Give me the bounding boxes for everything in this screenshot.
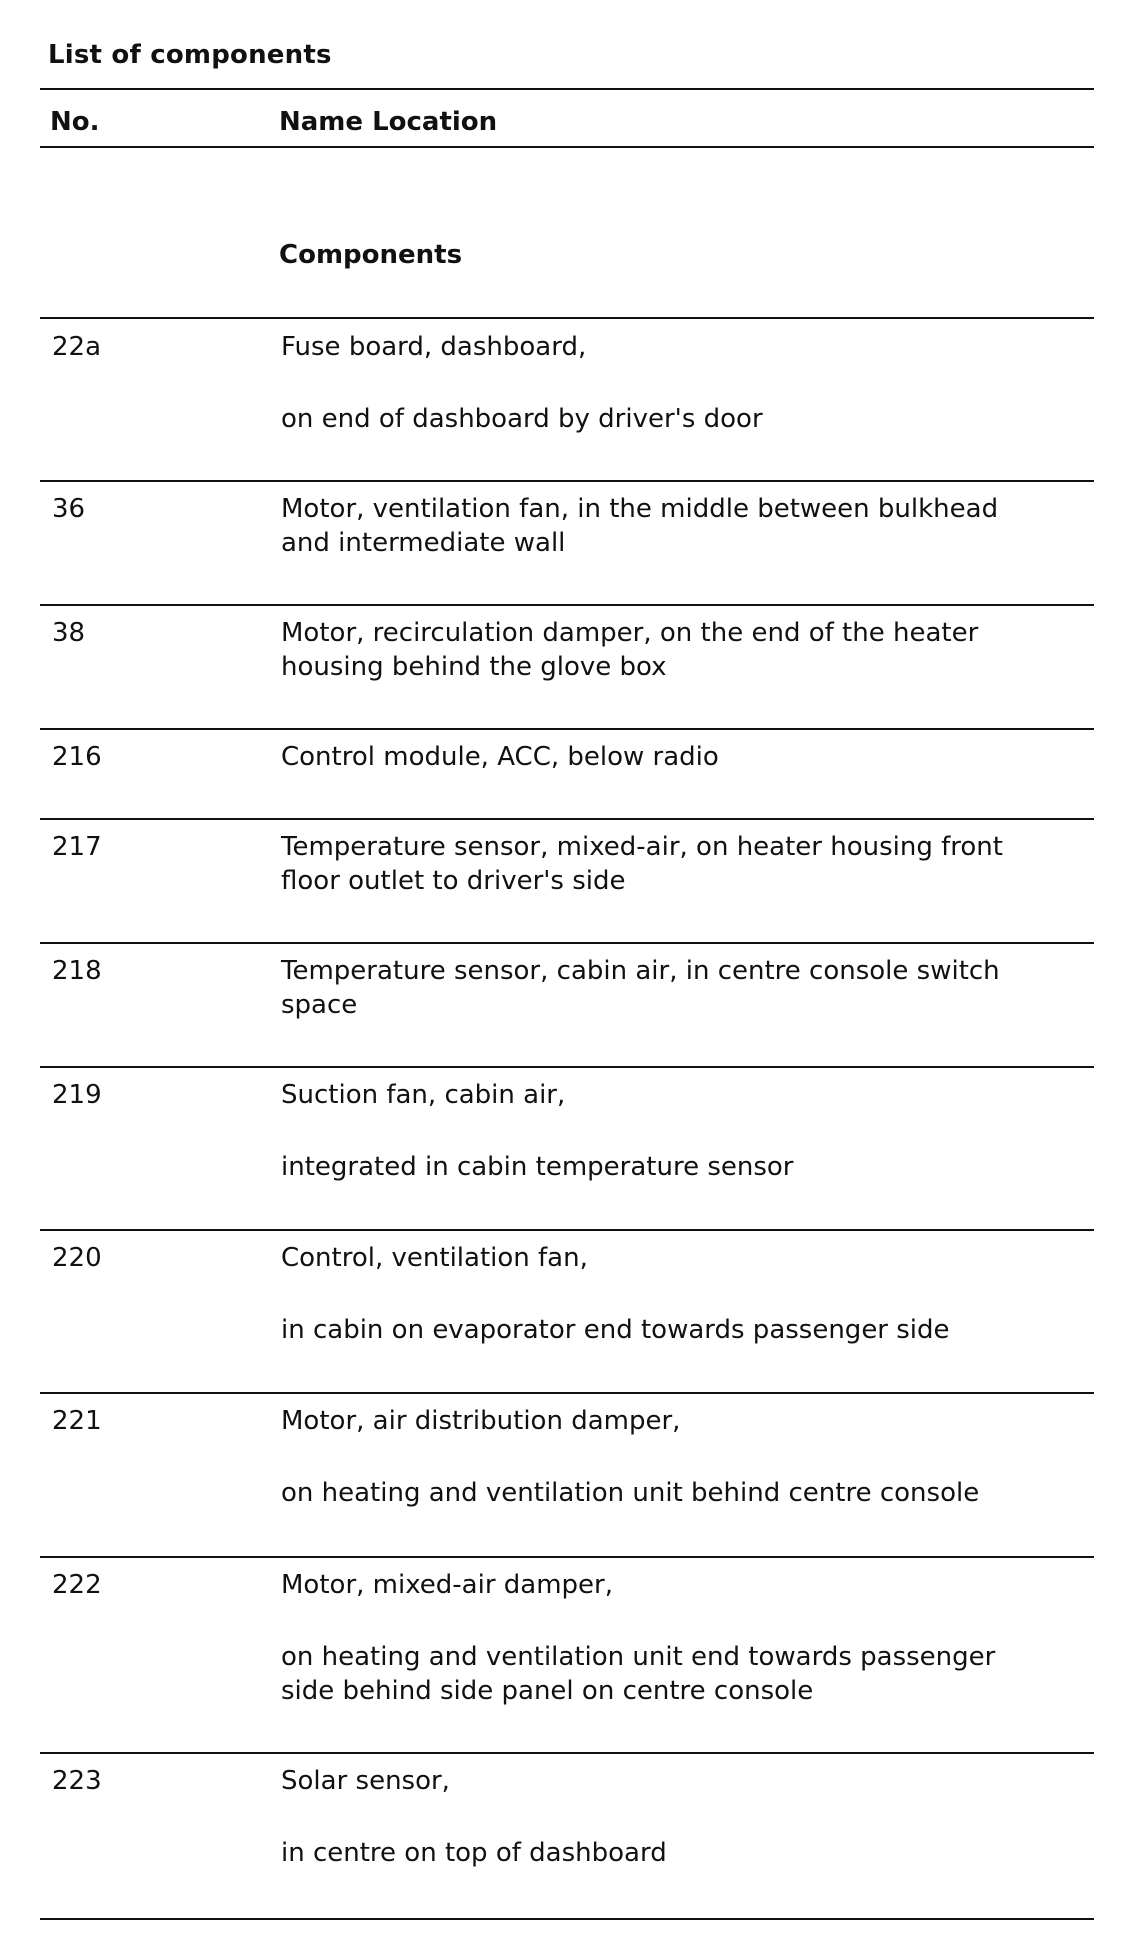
description-line: integrated in cabin temperature sensor	[281, 1152, 794, 1182]
line-gap	[281, 1798, 1101, 1836]
row-rule	[40, 728, 1094, 730]
description-line: space	[281, 990, 358, 1020]
row-description	[281, 830, 1101, 898]
description-line: floor outlet to driver's side	[281, 866, 626, 896]
description-line: Motor, mixed-air damper,	[281, 1570, 614, 1600]
row-description	[281, 740, 1101, 774]
row-description	[281, 954, 1101, 1022]
row-rule	[40, 1918, 1094, 1920]
description-line: on heating and ventilation unit end towards passenger	[281, 1642, 996, 1672]
row-number: 219	[52, 1080, 102, 1110]
row-description	[281, 1568, 1101, 1708]
header-rule	[40, 146, 1094, 148]
description-line: and intermediate wall	[281, 528, 566, 558]
row-number: 216	[52, 742, 102, 772]
description-line: side behind side panel on centre console	[281, 1676, 814, 1706]
table-top-rule	[40, 88, 1094, 90]
description-line: housing behind the glove box	[281, 652, 667, 682]
row-rule	[40, 1752, 1094, 1754]
row-rule	[40, 818, 1094, 820]
row-rule	[40, 1556, 1094, 1558]
row-number: 217	[52, 832, 102, 862]
description-line: in cabin on evaporator end towards passenger side	[281, 1315, 950, 1345]
line-gap	[281, 1602, 1101, 1640]
row-description	[281, 330, 1101, 436]
row-description	[281, 492, 1101, 560]
description-line: Control, ventilation fan,	[281, 1243, 588, 1273]
page-title: List of components	[48, 40, 332, 70]
description-line: in centre on top of dashboard	[281, 1838, 667, 1868]
description-line: Control module, ACC, below radio	[281, 742, 719, 772]
line-gap	[281, 364, 1101, 402]
section-rule	[40, 317, 1094, 319]
description-line: Motor, air distribution damper,	[281, 1406, 681, 1436]
section-heading: Components	[279, 240, 463, 270]
row-rule	[40, 1066, 1094, 1068]
line-gap	[281, 1438, 1101, 1476]
row-rule	[40, 1229, 1094, 1231]
description-line: Motor, recirculation damper, on the end of the heater	[281, 618, 979, 648]
description-line: Temperature sensor, cabin air, in centre console switch	[281, 956, 1000, 986]
row-description	[281, 1078, 1101, 1184]
row-number: 222	[52, 1570, 102, 1600]
row-description	[281, 1404, 1101, 1510]
row-number: 218	[52, 956, 102, 986]
description-line: Suction fan, cabin air,	[281, 1080, 566, 1110]
description-line: Temperature sensor, mixed-air, on heater housing front	[281, 832, 1003, 862]
row-rule	[40, 1392, 1094, 1394]
description-line: Motor, ventilation fan, in the middle between bulkhead	[281, 494, 999, 524]
row-number: 38	[52, 618, 86, 648]
column-header-no: No.	[50, 107, 100, 137]
row-description	[281, 616, 1101, 684]
row-number: 220	[52, 1243, 102, 1273]
row-rule	[40, 480, 1094, 482]
row-number: 36	[52, 494, 86, 524]
description-line: Solar sensor,	[281, 1766, 450, 1796]
row-number: 223	[52, 1766, 102, 1796]
line-gap	[281, 1275, 1101, 1313]
row-rule	[40, 942, 1094, 944]
column-header-name-location: Name Location	[279, 107, 498, 137]
row-number: 22a	[52, 332, 102, 362]
description-line: on heating and ventilation unit behind centre console	[281, 1478, 980, 1508]
description-line: on end of dashboard by driver's door	[281, 404, 763, 434]
row-rule	[40, 604, 1094, 606]
description-line: Fuse board, dashboard,	[281, 332, 587, 362]
row-description	[281, 1241, 1101, 1347]
line-gap	[281, 1112, 1101, 1150]
row-description	[281, 1764, 1101, 1870]
row-number: 221	[52, 1406, 102, 1436]
